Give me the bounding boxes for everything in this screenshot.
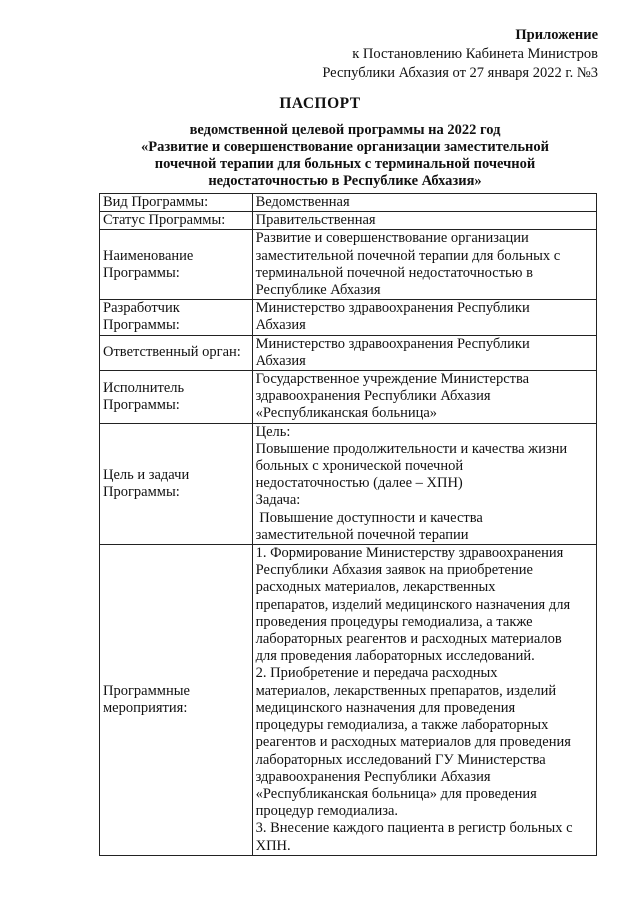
label-line: Статус Программы: bbox=[103, 212, 226, 229]
label-line: Цель и задачи bbox=[103, 466, 190, 483]
value-line: 3. Внесение каждого пациента в регистр больных с bbox=[255, 820, 573, 837]
value-line: лабораторных реагентов и расходных материалов bbox=[255, 631, 562, 648]
value-line: Повышение продолжительности и качества жизни bbox=[255, 440, 568, 457]
value-line: Повышение доступности и качества bbox=[255, 509, 483, 526]
subtitle-line: почечной терапии для больных с терминальной почечной bbox=[154, 156, 536, 172]
value-line: 1. Формирование Министерству здравоохранения bbox=[255, 545, 564, 562]
program-subtitle bbox=[120, 122, 570, 190]
label-line: Вид Программы: bbox=[103, 194, 209, 210]
subtitle-line: «Развитие и совершенствование организации заместительной bbox=[140, 139, 550, 155]
row-value-responsible bbox=[252, 335, 596, 370]
value-line: 2. Приобретение и передача расходных bbox=[255, 665, 498, 682]
appendix-title: Приложение bbox=[515, 27, 598, 43]
table-row bbox=[100, 194, 597, 212]
row-label-developer bbox=[100, 300, 253, 335]
table-row bbox=[100, 230, 597, 300]
value-line: препаратов, изделий медицинского назначения для bbox=[255, 596, 571, 613]
row-label-responsible bbox=[100, 335, 253, 370]
label-line: Программы: bbox=[103, 396, 180, 413]
table-row bbox=[100, 212, 597, 230]
row-value-status bbox=[252, 212, 596, 230]
value-line: Задача: bbox=[255, 492, 301, 509]
value-line: «Республиканская больница» bbox=[255, 405, 438, 422]
value-line: Правительственная bbox=[255, 212, 376, 229]
value-line: для проведения лабораторных исследований. bbox=[255, 648, 535, 665]
passport-table bbox=[99, 193, 597, 856]
value-line: заместительной почечной терапии bbox=[255, 526, 469, 543]
value-line: Развитие и совершенствование организации bbox=[255, 230, 529, 247]
label-line: Наименование bbox=[103, 247, 194, 264]
value-line: Республики Абхазия заявок на приобретение bbox=[255, 562, 533, 579]
row-value-activities bbox=[252, 545, 596, 856]
appendix-block bbox=[322, 26, 598, 83]
label-line: Программы: bbox=[103, 264, 180, 281]
value-line: Цель: bbox=[255, 423, 291, 440]
row-label-name bbox=[100, 230, 253, 300]
label-line: Программы: bbox=[103, 483, 180, 500]
row-label-executor bbox=[100, 371, 253, 424]
subtitle-line: ведомственной целевой программы на 2022 год bbox=[189, 122, 501, 138]
row-value-name bbox=[252, 230, 596, 300]
value-line: реагентов и расходных материалов для проведения bbox=[255, 734, 571, 751]
passport-title: ПАСПОРТ bbox=[279, 95, 361, 112]
row-value-executor bbox=[252, 371, 596, 424]
value-line: недостаточностью (далее – ХПН) bbox=[255, 475, 463, 492]
row-value-type bbox=[252, 194, 596, 212]
value-line: Абхазия bbox=[255, 352, 306, 369]
appendix-line-1: к Постановлению Кабинета Министров bbox=[352, 46, 598, 62]
table-row bbox=[100, 423, 597, 544]
row-label-goals bbox=[100, 423, 253, 544]
value-line: здравоохранения Республики Абхазия bbox=[255, 388, 491, 405]
value-line: терминальной почечной недостаточностью в bbox=[255, 264, 533, 281]
value-line: Министерство здравоохранения Республики bbox=[255, 335, 530, 352]
label-line: мероприятия: bbox=[103, 699, 188, 716]
value-line: больных с хронической почечной bbox=[255, 458, 464, 475]
label-line: Ответственный орган: bbox=[103, 344, 241, 361]
label-line: Исполнитель bbox=[103, 379, 185, 396]
table-row bbox=[100, 335, 597, 370]
appendix-line-2: Республики Абхазия от 27 января 2022 г. №3 bbox=[322, 65, 598, 81]
value-line: ХПН. bbox=[255, 837, 291, 854]
value-line: Республике Абхазия bbox=[255, 282, 381, 299]
value-line: процедур гемодиализа. bbox=[255, 803, 399, 820]
table-row bbox=[100, 300, 597, 335]
value-line: процедуры гемодиализа, а также лабораторных bbox=[255, 717, 549, 734]
label-line: Программы: bbox=[103, 317, 180, 334]
label-line: Разработчик bbox=[103, 300, 180, 317]
value-line: здравоохранения Республики Абхазия bbox=[255, 768, 491, 785]
row-label-activities bbox=[100, 545, 253, 856]
value-line: Государственное учреждение Министерства bbox=[255, 371, 530, 388]
table-row bbox=[100, 545, 597, 856]
value-line: Министерство здравоохранения Республики bbox=[255, 300, 530, 317]
value-line: «Республиканская больница» для проведения bbox=[255, 785, 537, 802]
label-line: Программные bbox=[103, 682, 190, 699]
row-value-goals bbox=[252, 423, 596, 544]
subtitle-line: недостаточностью в Республике Абхазия» bbox=[208, 173, 482, 189]
value-line: проведения процедуры гемодиализа, а также bbox=[255, 613, 533, 630]
value-line: заместительной почечной терапии для больных с bbox=[255, 247, 561, 264]
table-row bbox=[100, 371, 597, 424]
value-line: лабораторных исследований ГУ Министерства bbox=[255, 751, 546, 768]
row-label-type bbox=[100, 194, 253, 212]
row-label-status bbox=[100, 212, 253, 230]
value-line: Абхазия bbox=[255, 317, 306, 334]
value-line: материалов, лекарственных препаратов, изделий bbox=[255, 682, 557, 699]
row-value-developer bbox=[252, 300, 596, 335]
value-line: медицинского назначения для проведения bbox=[255, 699, 516, 716]
value-line: расходных материалов, лекарственных bbox=[255, 579, 496, 596]
value-line: Ведомственная bbox=[255, 194, 350, 210]
